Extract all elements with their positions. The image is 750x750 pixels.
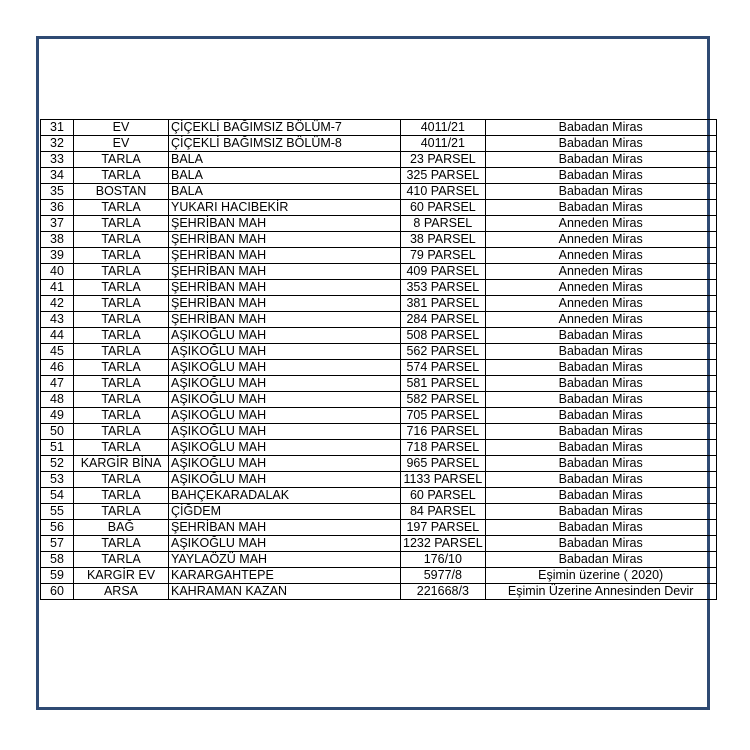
parcel-cell: 574 PARSEL bbox=[401, 360, 486, 376]
parcel-cell: 176/10 bbox=[401, 552, 486, 568]
parcel-cell: 1133 PARSEL bbox=[401, 472, 486, 488]
parcel-cell: 716 PARSEL bbox=[401, 424, 486, 440]
row-number-cell: 51 bbox=[41, 440, 74, 456]
acquisition-source-cell: Babadan Miras bbox=[485, 520, 716, 536]
location-cell: ÇİÇEKLİ BAĞIMSIZ BÖLÜM-8 bbox=[169, 136, 401, 152]
property-type-cell: TARLA bbox=[74, 360, 169, 376]
row-number-cell: 54 bbox=[41, 488, 74, 504]
table-row bbox=[41, 360, 717, 376]
acquisition-source-cell: Babadan Miras bbox=[485, 168, 716, 184]
row-number-cell: 46 bbox=[41, 360, 74, 376]
table-row bbox=[41, 552, 717, 568]
property-type-cell: TARLA bbox=[74, 344, 169, 360]
table-row bbox=[41, 536, 717, 552]
location-cell: ŞEHRİBAN MAH bbox=[169, 296, 401, 312]
table-row bbox=[41, 504, 717, 520]
location-cell: YAYLAÖZÜ MAH bbox=[169, 552, 401, 568]
acquisition-source-cell: Babadan Miras bbox=[485, 328, 716, 344]
acquisition-source-cell: Babadan Miras bbox=[485, 536, 716, 552]
property-type-cell: TARLA bbox=[74, 200, 169, 216]
acquisition-source-cell: Eşimin üzerine ( 2020) bbox=[485, 568, 716, 584]
table-row bbox=[41, 376, 717, 392]
table-row bbox=[41, 168, 717, 184]
row-number-cell: 34 bbox=[41, 168, 74, 184]
row-number-cell: 43 bbox=[41, 312, 74, 328]
acquisition-source-cell: Babadan Miras bbox=[485, 120, 716, 136]
acquisition-source-cell: Babadan Miras bbox=[485, 360, 716, 376]
table-row bbox=[41, 232, 717, 248]
acquisition-source-cell: Babadan Miras bbox=[485, 504, 716, 520]
acquisition-source-cell: Babadan Miras bbox=[485, 488, 716, 504]
acquisition-source-cell: Babadan Miras bbox=[485, 392, 716, 408]
acquisition-source-cell: Babadan Miras bbox=[485, 152, 716, 168]
row-number-cell: 45 bbox=[41, 344, 74, 360]
parcel-cell: 4011/21 bbox=[401, 136, 486, 152]
property-type-cell: TARLA bbox=[74, 536, 169, 552]
row-number-cell: 40 bbox=[41, 264, 74, 280]
property-type-cell: TARLA bbox=[74, 264, 169, 280]
acquisition-source-cell: Anneden Miras bbox=[485, 280, 716, 296]
parcel-cell: 60 PARSEL bbox=[401, 488, 486, 504]
acquisition-source-cell: Babadan Miras bbox=[485, 376, 716, 392]
row-number-cell: 49 bbox=[41, 408, 74, 424]
parcel-cell: 562 PARSEL bbox=[401, 344, 486, 360]
location-cell: BALA bbox=[169, 168, 401, 184]
table-row bbox=[41, 152, 717, 168]
acquisition-source-cell: Babadan Miras bbox=[485, 440, 716, 456]
table-row bbox=[41, 408, 717, 424]
row-number-cell: 31 bbox=[41, 120, 74, 136]
acquisition-source-cell: Babadan Miras bbox=[485, 472, 716, 488]
acquisition-source-cell: Babadan Miras bbox=[485, 200, 716, 216]
location-cell: ŞEHRİBAN MAH bbox=[169, 264, 401, 280]
row-number-cell: 55 bbox=[41, 504, 74, 520]
location-cell: ÇİÇEKLİ BAĞIMSIZ BÖLÜM-7 bbox=[169, 120, 401, 136]
row-number-cell: 32 bbox=[41, 136, 74, 152]
property-type-cell: TARLA bbox=[74, 424, 169, 440]
acquisition-source-cell: Babadan Miras bbox=[485, 424, 716, 440]
parcel-cell: 4011/21 bbox=[401, 120, 486, 136]
location-cell: AŞIKOĞLU MAH bbox=[169, 360, 401, 376]
table-row bbox=[41, 440, 717, 456]
location-cell: ŞEHRİBAN MAH bbox=[169, 280, 401, 296]
property-type-cell: TARLA bbox=[74, 504, 169, 520]
row-number-cell: 48 bbox=[41, 392, 74, 408]
table-row bbox=[41, 200, 717, 216]
table-row bbox=[41, 472, 717, 488]
row-number-cell: 60 bbox=[41, 584, 74, 600]
property-type-cell: ARSA bbox=[74, 584, 169, 600]
property-type-cell: EV bbox=[74, 120, 169, 136]
property-type-cell: TARLA bbox=[74, 152, 169, 168]
property-type-cell: TARLA bbox=[74, 232, 169, 248]
location-cell: AŞIKOĞLU MAH bbox=[169, 408, 401, 424]
location-cell: BALA bbox=[169, 184, 401, 200]
location-cell: ŞEHRİBAN MAH bbox=[169, 520, 401, 536]
property-type-cell: TARLA bbox=[74, 408, 169, 424]
property-type-cell: KARGİR BİNA bbox=[74, 456, 169, 472]
property-type-cell: TARLA bbox=[74, 376, 169, 392]
row-number-cell: 44 bbox=[41, 328, 74, 344]
property-type-cell: BAĞ bbox=[74, 520, 169, 536]
acquisition-source-cell: Babadan Miras bbox=[485, 136, 716, 152]
row-number-cell: 56 bbox=[41, 520, 74, 536]
parcel-cell: 718 PARSEL bbox=[401, 440, 486, 456]
acquisition-source-cell: Anneden Miras bbox=[485, 312, 716, 328]
location-cell: ŞEHRİBAN MAH bbox=[169, 216, 401, 232]
acquisition-source-cell: Babadan Miras bbox=[485, 408, 716, 424]
location-cell: BAHÇEKARADALAK bbox=[169, 488, 401, 504]
row-number-cell: 53 bbox=[41, 472, 74, 488]
table-row bbox=[41, 184, 717, 200]
location-cell: AŞIKOĞLU MAH bbox=[169, 456, 401, 472]
row-number-cell: 39 bbox=[41, 248, 74, 264]
table-row bbox=[41, 328, 717, 344]
acquisition-source-cell: Anneden Miras bbox=[485, 296, 716, 312]
table-row bbox=[41, 216, 717, 232]
row-number-cell: 33 bbox=[41, 152, 74, 168]
property-type-cell: TARLA bbox=[74, 248, 169, 264]
table-row bbox=[41, 520, 717, 536]
table-row bbox=[41, 312, 717, 328]
property-type-cell: TARLA bbox=[74, 488, 169, 504]
parcel-cell: 582 PARSEL bbox=[401, 392, 486, 408]
location-cell: AŞIKOĞLU MAH bbox=[169, 440, 401, 456]
location-cell: BALA bbox=[169, 152, 401, 168]
row-number-cell: 50 bbox=[41, 424, 74, 440]
location-cell: AŞIKOĞLU MAH bbox=[169, 392, 401, 408]
location-cell: ÇİĞDEM bbox=[169, 504, 401, 520]
location-cell: AŞIKOĞLU MAH bbox=[169, 424, 401, 440]
table-row bbox=[41, 136, 717, 152]
property-type-cell: TARLA bbox=[74, 296, 169, 312]
location-cell: AŞIKOĞLU MAH bbox=[169, 344, 401, 360]
parcel-cell: 84 PARSEL bbox=[401, 504, 486, 520]
property-table bbox=[40, 119, 717, 600]
parcel-cell: 381 PARSEL bbox=[401, 296, 486, 312]
table-row bbox=[41, 456, 717, 472]
parcel-cell: 221668/3 bbox=[401, 584, 486, 600]
property-table-body bbox=[41, 120, 717, 600]
parcel-cell: 965 PARSEL bbox=[401, 456, 486, 472]
table-row bbox=[41, 280, 717, 296]
property-type-cell: TARLA bbox=[74, 328, 169, 344]
table-row bbox=[41, 424, 717, 440]
row-number-cell: 38 bbox=[41, 232, 74, 248]
property-type-cell: TARLA bbox=[74, 280, 169, 296]
location-cell: KAHRAMAN KAZAN bbox=[169, 584, 401, 600]
row-number-cell: 47 bbox=[41, 376, 74, 392]
row-number-cell: 37 bbox=[41, 216, 74, 232]
acquisition-source-cell: Babadan Miras bbox=[485, 456, 716, 472]
location-cell: AŞIKOĞLU MAH bbox=[169, 328, 401, 344]
property-type-cell: TARLA bbox=[74, 216, 169, 232]
location-cell: KARARGAHTEPE bbox=[169, 568, 401, 584]
parcel-cell: 410 PARSEL bbox=[401, 184, 486, 200]
parcel-cell: 409 PARSEL bbox=[401, 264, 486, 280]
property-type-cell: TARLA bbox=[74, 168, 169, 184]
property-type-cell: TARLA bbox=[74, 392, 169, 408]
property-type-cell: TARLA bbox=[74, 440, 169, 456]
property-type-cell: TARLA bbox=[74, 472, 169, 488]
acquisition-source-cell: Anneden Miras bbox=[485, 264, 716, 280]
acquisition-source-cell: Anneden Miras bbox=[485, 216, 716, 232]
row-number-cell: 58 bbox=[41, 552, 74, 568]
table-row bbox=[41, 296, 717, 312]
table-row bbox=[41, 392, 717, 408]
property-type-cell: EV bbox=[74, 136, 169, 152]
table-row bbox=[41, 120, 717, 136]
parcel-cell: 284 PARSEL bbox=[401, 312, 486, 328]
parcel-cell: 8 PARSEL bbox=[401, 216, 486, 232]
property-type-cell: TARLA bbox=[74, 552, 169, 568]
acquisition-source-cell: Babadan Miras bbox=[485, 552, 716, 568]
table-row bbox=[41, 584, 717, 600]
parcel-cell: 508 PARSEL bbox=[401, 328, 486, 344]
parcel-cell: 23 PARSEL bbox=[401, 152, 486, 168]
table-row bbox=[41, 488, 717, 504]
location-cell: AŞIKOĞLU MAH bbox=[169, 472, 401, 488]
parcel-cell: 197 PARSEL bbox=[401, 520, 486, 536]
acquisition-source-cell: Babadan Miras bbox=[485, 184, 716, 200]
row-number-cell: 42 bbox=[41, 296, 74, 312]
table-row bbox=[41, 344, 717, 360]
parcel-cell: 353 PARSEL bbox=[401, 280, 486, 296]
property-type-cell: TARLA bbox=[74, 312, 169, 328]
location-cell: AŞIKOĞLU MAH bbox=[169, 536, 401, 552]
parcel-cell: 60 PARSEL bbox=[401, 200, 486, 216]
acquisition-source-cell: Eşimin Üzerine Annesinden Devir bbox=[485, 584, 716, 600]
location-cell: ŞEHRİBAN MAH bbox=[169, 312, 401, 328]
property-type-cell: KARGİR EV bbox=[74, 568, 169, 584]
row-number-cell: 59 bbox=[41, 568, 74, 584]
parcel-cell: 705 PARSEL bbox=[401, 408, 486, 424]
parcel-cell: 325 PARSEL bbox=[401, 168, 486, 184]
location-cell: ŞEHRİBAN MAH bbox=[169, 232, 401, 248]
parcel-cell: 38 PARSEL bbox=[401, 232, 486, 248]
row-number-cell: 52 bbox=[41, 456, 74, 472]
parcel-cell: 581 PARSEL bbox=[401, 376, 486, 392]
location-cell: ŞEHRİBAN MAH bbox=[169, 248, 401, 264]
acquisition-source-cell: Babadan Miras bbox=[485, 344, 716, 360]
table-row bbox=[41, 264, 717, 280]
row-number-cell: 57 bbox=[41, 536, 74, 552]
acquisition-source-cell: Anneden Miras bbox=[485, 248, 716, 264]
acquisition-source-cell: Anneden Miras bbox=[485, 232, 716, 248]
parcel-cell: 5977/8 bbox=[401, 568, 486, 584]
location-cell: AŞIKOĞLU MAH bbox=[169, 376, 401, 392]
parcel-cell: 79 PARSEL bbox=[401, 248, 486, 264]
location-cell: YUKARI HACIBEKİR bbox=[169, 200, 401, 216]
parcel-cell: 1232 PARSEL bbox=[401, 536, 486, 552]
property-type-cell: BOSTAN bbox=[74, 184, 169, 200]
table-row bbox=[41, 568, 717, 584]
table-row bbox=[41, 248, 717, 264]
row-number-cell: 36 bbox=[41, 200, 74, 216]
row-number-cell: 35 bbox=[41, 184, 74, 200]
row-number-cell: 41 bbox=[41, 280, 74, 296]
